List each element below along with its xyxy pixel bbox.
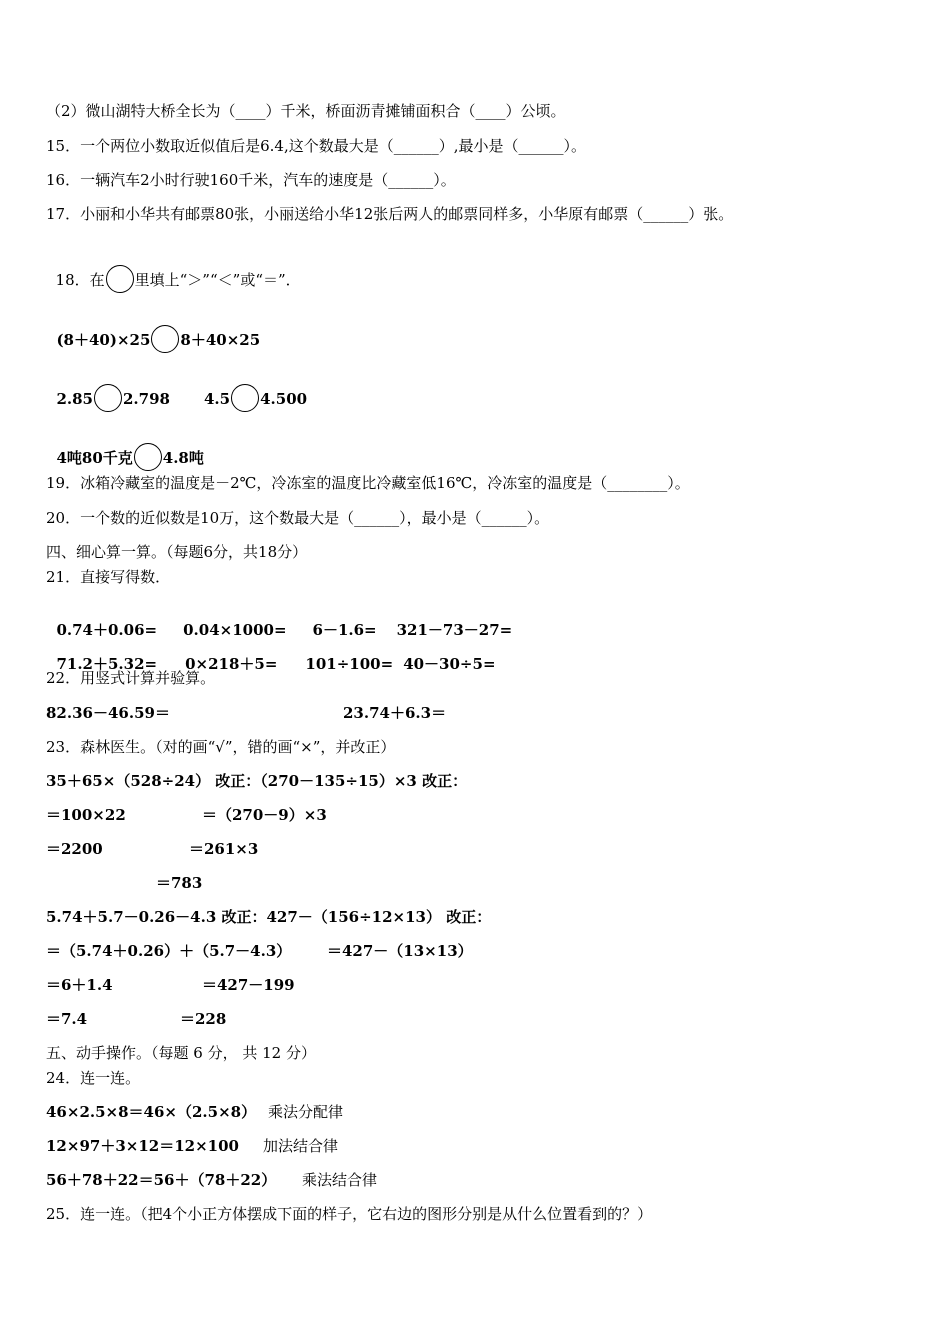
q23-line6a: ＝（5.74＋0.26）＋（5.7－4.3） xyxy=(46,942,292,960)
q18-title-b: 里填上“＞”“＜”或“＝”． xyxy=(134,271,301,289)
q22-title: 22．用竖式计算并验算。 xyxy=(46,669,216,687)
q21-title: 21．直接写得数． xyxy=(46,568,171,586)
q24-row3-left[interactable]: 56＋78＋22＝56＋（78＋22） xyxy=(46,1171,277,1189)
q24-row1-left[interactable]: 46×2.5×8＝46×（2.5×8） xyxy=(46,1103,257,1121)
q21-item: 6－1.6= xyxy=(312,621,377,639)
q18-title-a: 18．在 xyxy=(55,271,105,289)
q18-r2b-left: 4.5 xyxy=(203,390,231,408)
q18-r2a-right: 2.798 xyxy=(123,390,170,408)
q23-line3a: ＝2200 xyxy=(46,840,103,858)
q23-line2b: ＝（270－9）×3 xyxy=(202,806,327,824)
q18-r1-left: (8＋40)×25 xyxy=(56,331,151,349)
q23-title: 23．森林医生。（对的画“√”，错的画“×”，并改正） xyxy=(46,738,396,756)
section-4-heading: 四、细心算一算。（每题6分，共18分） xyxy=(46,543,308,561)
q24-row2-left[interactable]: 12×97＋3×12＝12×100 xyxy=(46,1137,239,1155)
q24-row2-right[interactable]: 加法结合律 xyxy=(263,1137,339,1155)
q17: 17．小丽和小华共有邮票80张，小丽送给小华12张后两人的邮票同样多，小华原有邮票（______）张。 xyxy=(46,205,734,223)
q23-line4: ＝783 xyxy=(156,874,203,892)
q18-r3-left: 4吨80千克 xyxy=(56,449,133,467)
q20: 20．一个数的近似数是10万，这个数最大是（______），最小是（______）。 xyxy=(46,509,550,527)
q18-row1 xyxy=(46,305,260,353)
q23-line7b: ＝427－199 xyxy=(202,976,295,994)
q21-item: 71.2＋5.32= xyxy=(56,655,158,673)
q18-row2 xyxy=(46,364,307,412)
q16: 16．一辆汽车2小时行驶160千米，汽车的速度是（______）。 xyxy=(46,171,456,189)
q21-item: 0×218＋5= xyxy=(185,655,278,673)
compare-circle[interactable] xyxy=(94,384,122,412)
q23-line8b: ＝228 xyxy=(180,1010,227,1028)
q18-r2a-left: 2.85 xyxy=(56,390,93,408)
q23-line3b: ＝261×3 xyxy=(189,840,259,858)
q14-line2: （2）微山湖特大桥全长为（____）千米，桥面沥青摊铺面积合（____）公顷。 xyxy=(46,102,566,120)
q23-line5: 5.74＋5.7－0.26－4.3 改正：427－（156÷12×13） 改正： xyxy=(46,908,492,926)
q21-item: 40－30÷5= xyxy=(403,655,496,673)
compare-circle[interactable] xyxy=(151,325,179,353)
compare-circle[interactable] xyxy=(231,384,259,412)
q15: 15．一个两位小数取近似值后是6.4,这个数最大是（______）,最小是（______）。 xyxy=(46,137,586,155)
compare-circle[interactable] xyxy=(134,443,162,471)
q23-line7a: ＝6＋1.4 xyxy=(46,976,113,994)
q18-r2b-right: 4.500 xyxy=(260,390,308,408)
q22-b: 23.74＋6.3＝ xyxy=(343,704,447,722)
q22-a: 82.36－46.59＝ xyxy=(46,704,170,722)
compare-circle[interactable] xyxy=(106,265,134,293)
q18-r3-right: 4.8吨 xyxy=(162,449,204,467)
section-5-heading: 五、动手操作。（每题 6 分， 共 12 分） xyxy=(46,1044,316,1062)
q21-item: 321－73－27= xyxy=(396,621,513,639)
q21-item: 0.74＋0.06= xyxy=(56,621,158,639)
q23-line8a: ＝7.4 xyxy=(46,1010,88,1028)
q21-item: 101÷100= xyxy=(305,655,394,673)
q19: 19．冰箱冷藏室的温度是－2℃，冷冻室的温度比冷藏室低16℃，冷冻室的温度是（________）。 xyxy=(46,474,690,492)
q18-row3 xyxy=(46,423,204,471)
q24-title: 24．连一连。 xyxy=(46,1069,141,1087)
q18-title xyxy=(46,245,301,293)
q25: 25．连一连。（把4个小正方体摆成下面的样子，它右边的图形分别是从什么位置看到的？） xyxy=(46,1205,653,1223)
q23-line2a: ＝100×22 xyxy=(46,806,126,824)
q21-item: 0.04×1000= xyxy=(183,621,287,639)
q18-r1-right: 8＋40×25 xyxy=(180,331,261,349)
q23-line1: 35＋65×（528÷24） 改正：（270－135÷15）×3 改正： xyxy=(46,772,468,790)
q23-line6b: ＝427－（13×13） xyxy=(327,942,473,960)
q24-row3-right[interactable]: 乘法结合律 xyxy=(302,1171,378,1189)
q24-row1-right[interactable]: 乘法分配律 xyxy=(268,1103,344,1121)
